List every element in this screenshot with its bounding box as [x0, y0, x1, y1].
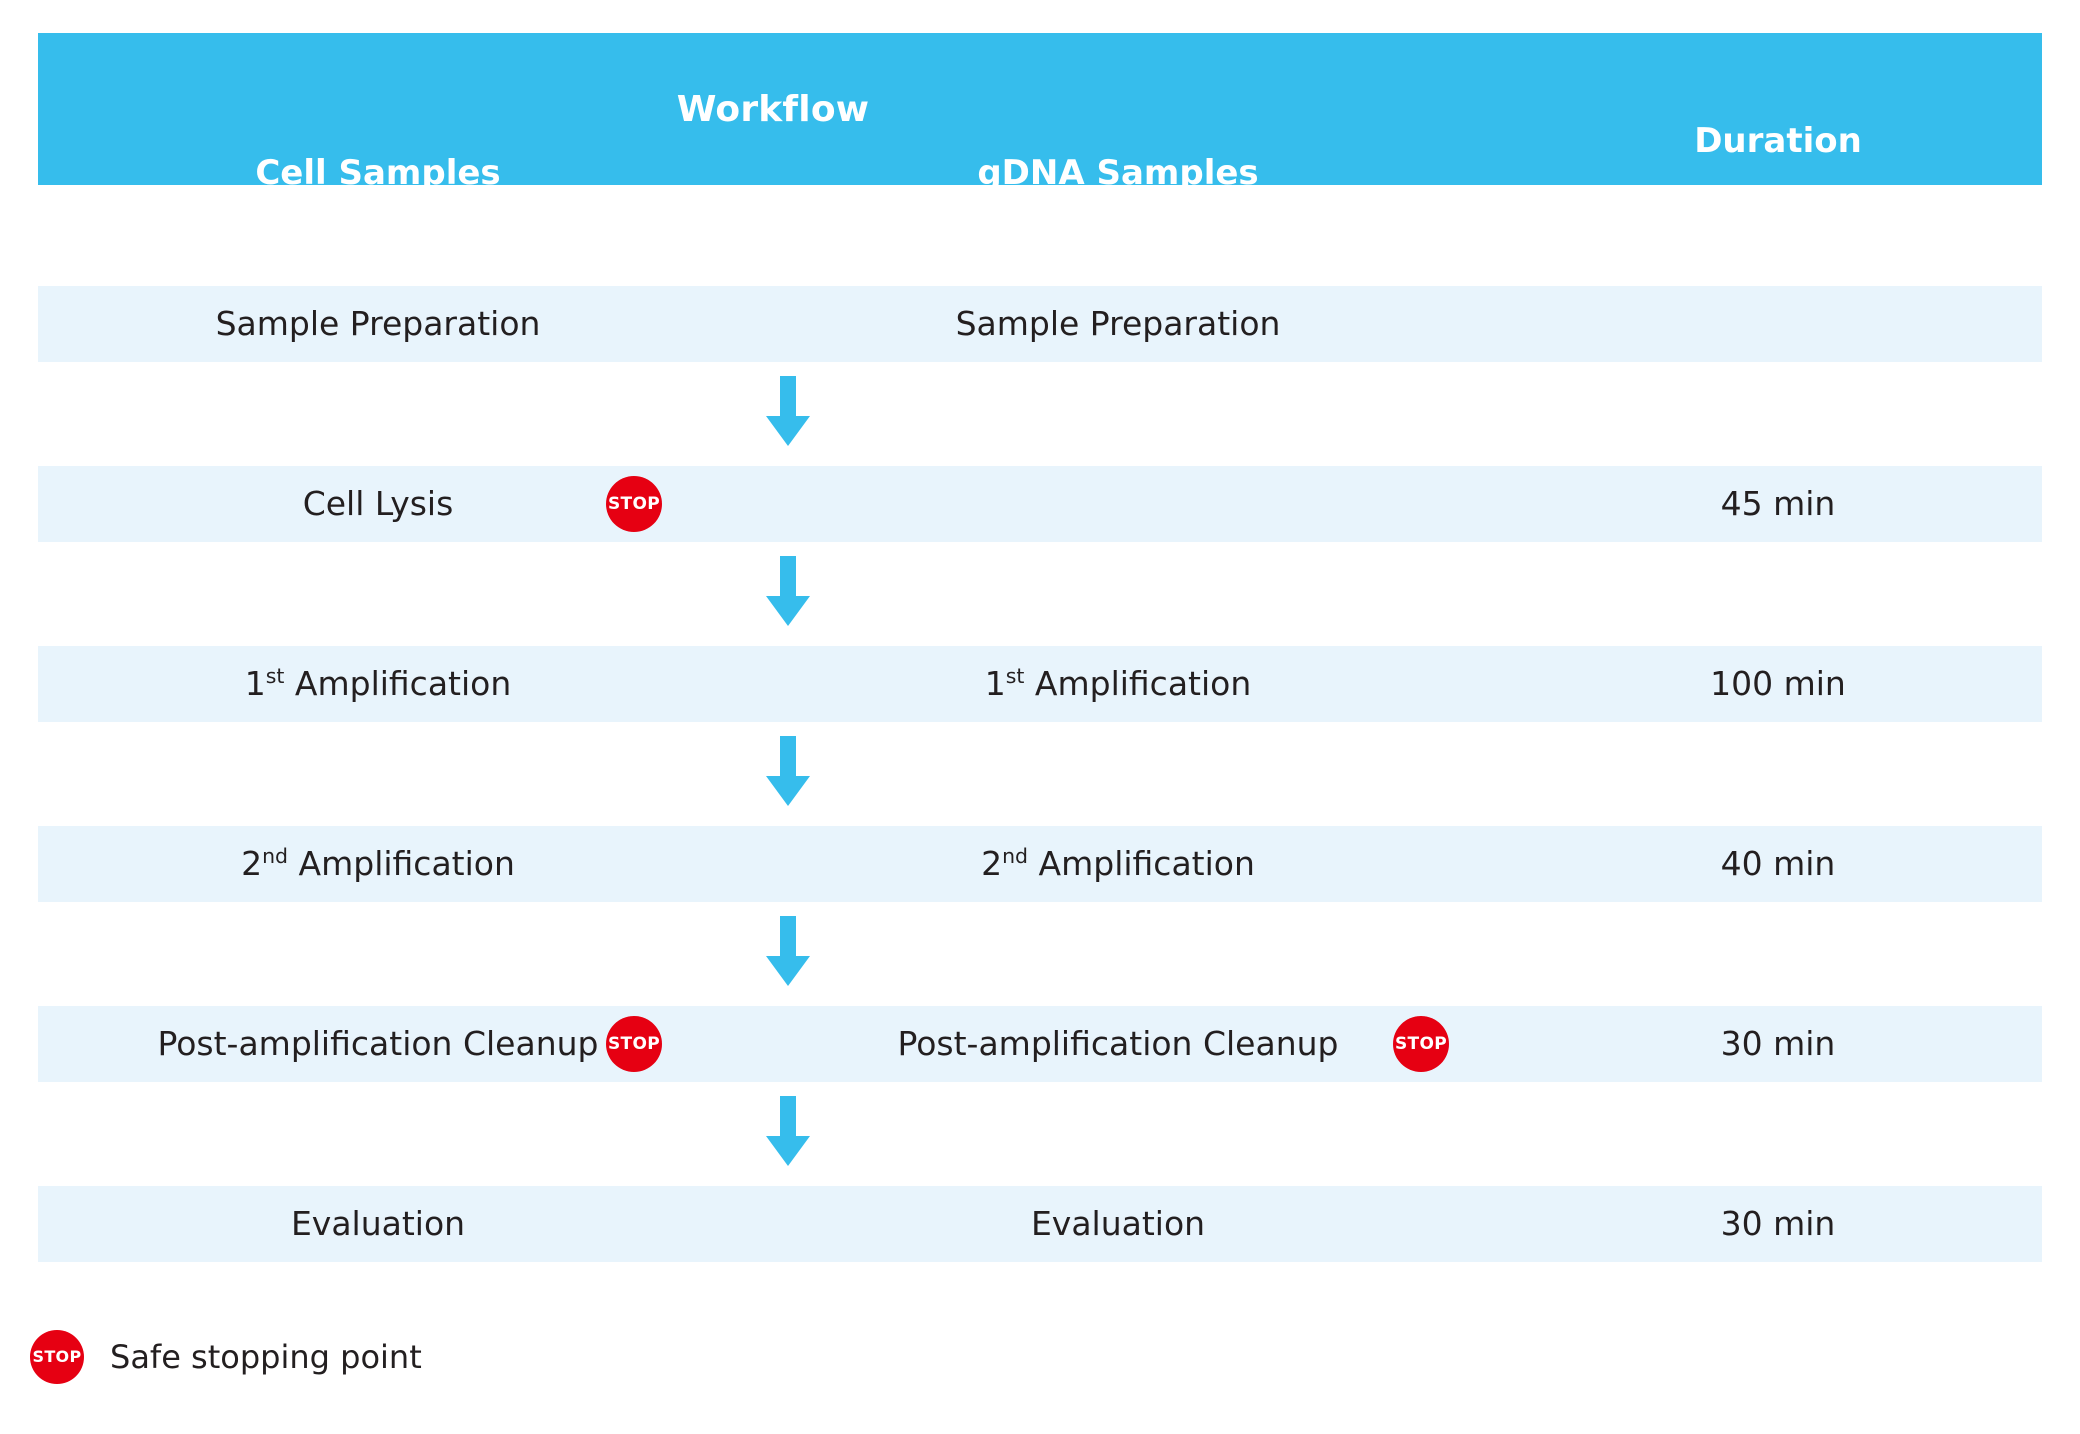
- table-row: [38, 1186, 2042, 1262]
- step-duration: 30 min: [1720, 1024, 1836, 1063]
- step-label-gdna-prefix: 2: [981, 844, 1003, 883]
- table-row: [38, 466, 2042, 542]
- step-label-cell-prefix: 1: [244, 664, 266, 703]
- step-label-gdna: [818, 466, 1418, 542]
- step-label-cell: [78, 646, 678, 722]
- column-header-duration: Duration: [1694, 121, 1862, 161]
- step-label-cell-prefix: 2: [241, 844, 263, 883]
- legend-label: Safe stopping point: [110, 1338, 422, 1376]
- down-arrow-icon: [766, 556, 810, 628]
- stop-badge: STOP: [1393, 1016, 1449, 1072]
- step-duration: [1538, 286, 2018, 362]
- down-arrow-icon: [766, 376, 810, 448]
- table-row: [38, 646, 2042, 722]
- step-label-cell: [78, 826, 678, 902]
- row-connector: [38, 722, 2042, 826]
- legend: [30, 1330, 422, 1384]
- down-arrow-icon: [766, 1096, 810, 1168]
- column-header-gdna-samples: gDNA Samples: [977, 153, 1259, 193]
- row-connector: [38, 542, 2042, 646]
- step-label-gdna-suffix: Amplification: [1024, 664, 1252, 703]
- stop-badge: STOP: [30, 1330, 84, 1384]
- step-label-cell-ordinal: st: [265, 664, 285, 688]
- stop-badge: STOP: [606, 1016, 662, 1072]
- step-label-gdna: Post-amplification Cleanup: [897, 1024, 1339, 1063]
- table-row: [38, 826, 2042, 902]
- step-label-cell: Sample Preparation: [215, 304, 541, 343]
- step-label-gdna: Sample Preparation: [955, 304, 1281, 343]
- step-label-gdna: Evaluation: [1030, 1204, 1206, 1243]
- step-label-gdna-prefix: 1: [984, 664, 1006, 703]
- stop-badge: STOP: [606, 476, 662, 532]
- down-arrow-icon: [766, 736, 810, 808]
- step-duration: 40 min: [1720, 844, 1836, 883]
- workflow-rows: [38, 286, 2042, 1262]
- step-label-cell: Cell Lysis: [302, 484, 454, 523]
- down-arrow-icon: [766, 916, 810, 988]
- step-duration: 30 min: [1720, 1204, 1836, 1243]
- workflow-title: Workflow: [676, 89, 870, 130]
- row-connector: [38, 902, 2042, 1006]
- step-label-gdna-ordinal: st: [1005, 664, 1025, 688]
- step-label-gdna-ordinal: nd: [1002, 844, 1029, 868]
- step-duration: 45 min: [1720, 484, 1836, 523]
- step-label-gdna: [818, 826, 1418, 902]
- step-label-cell: Evaluation: [290, 1204, 466, 1243]
- table-row: [38, 1006, 2042, 1082]
- step-label-cell-suffix: Amplification: [284, 664, 512, 703]
- table-row: [38, 286, 2042, 362]
- step-duration: 100 min: [1710, 664, 1846, 703]
- step-label-cell-suffix: Amplification: [288, 844, 515, 883]
- step-label-cell: Post-amplification Cleanup: [157, 1024, 599, 1063]
- row-connector: [38, 362, 2042, 466]
- row-connector: [38, 1082, 2042, 1186]
- column-header-cell-samples: Cell Samples: [255, 153, 501, 193]
- step-label-cell-ordinal: nd: [262, 844, 289, 868]
- step-label-gdna-suffix: Amplification: [1028, 844, 1255, 883]
- table-header: [38, 33, 2042, 193]
- step-label-gdna: [818, 646, 1418, 722]
